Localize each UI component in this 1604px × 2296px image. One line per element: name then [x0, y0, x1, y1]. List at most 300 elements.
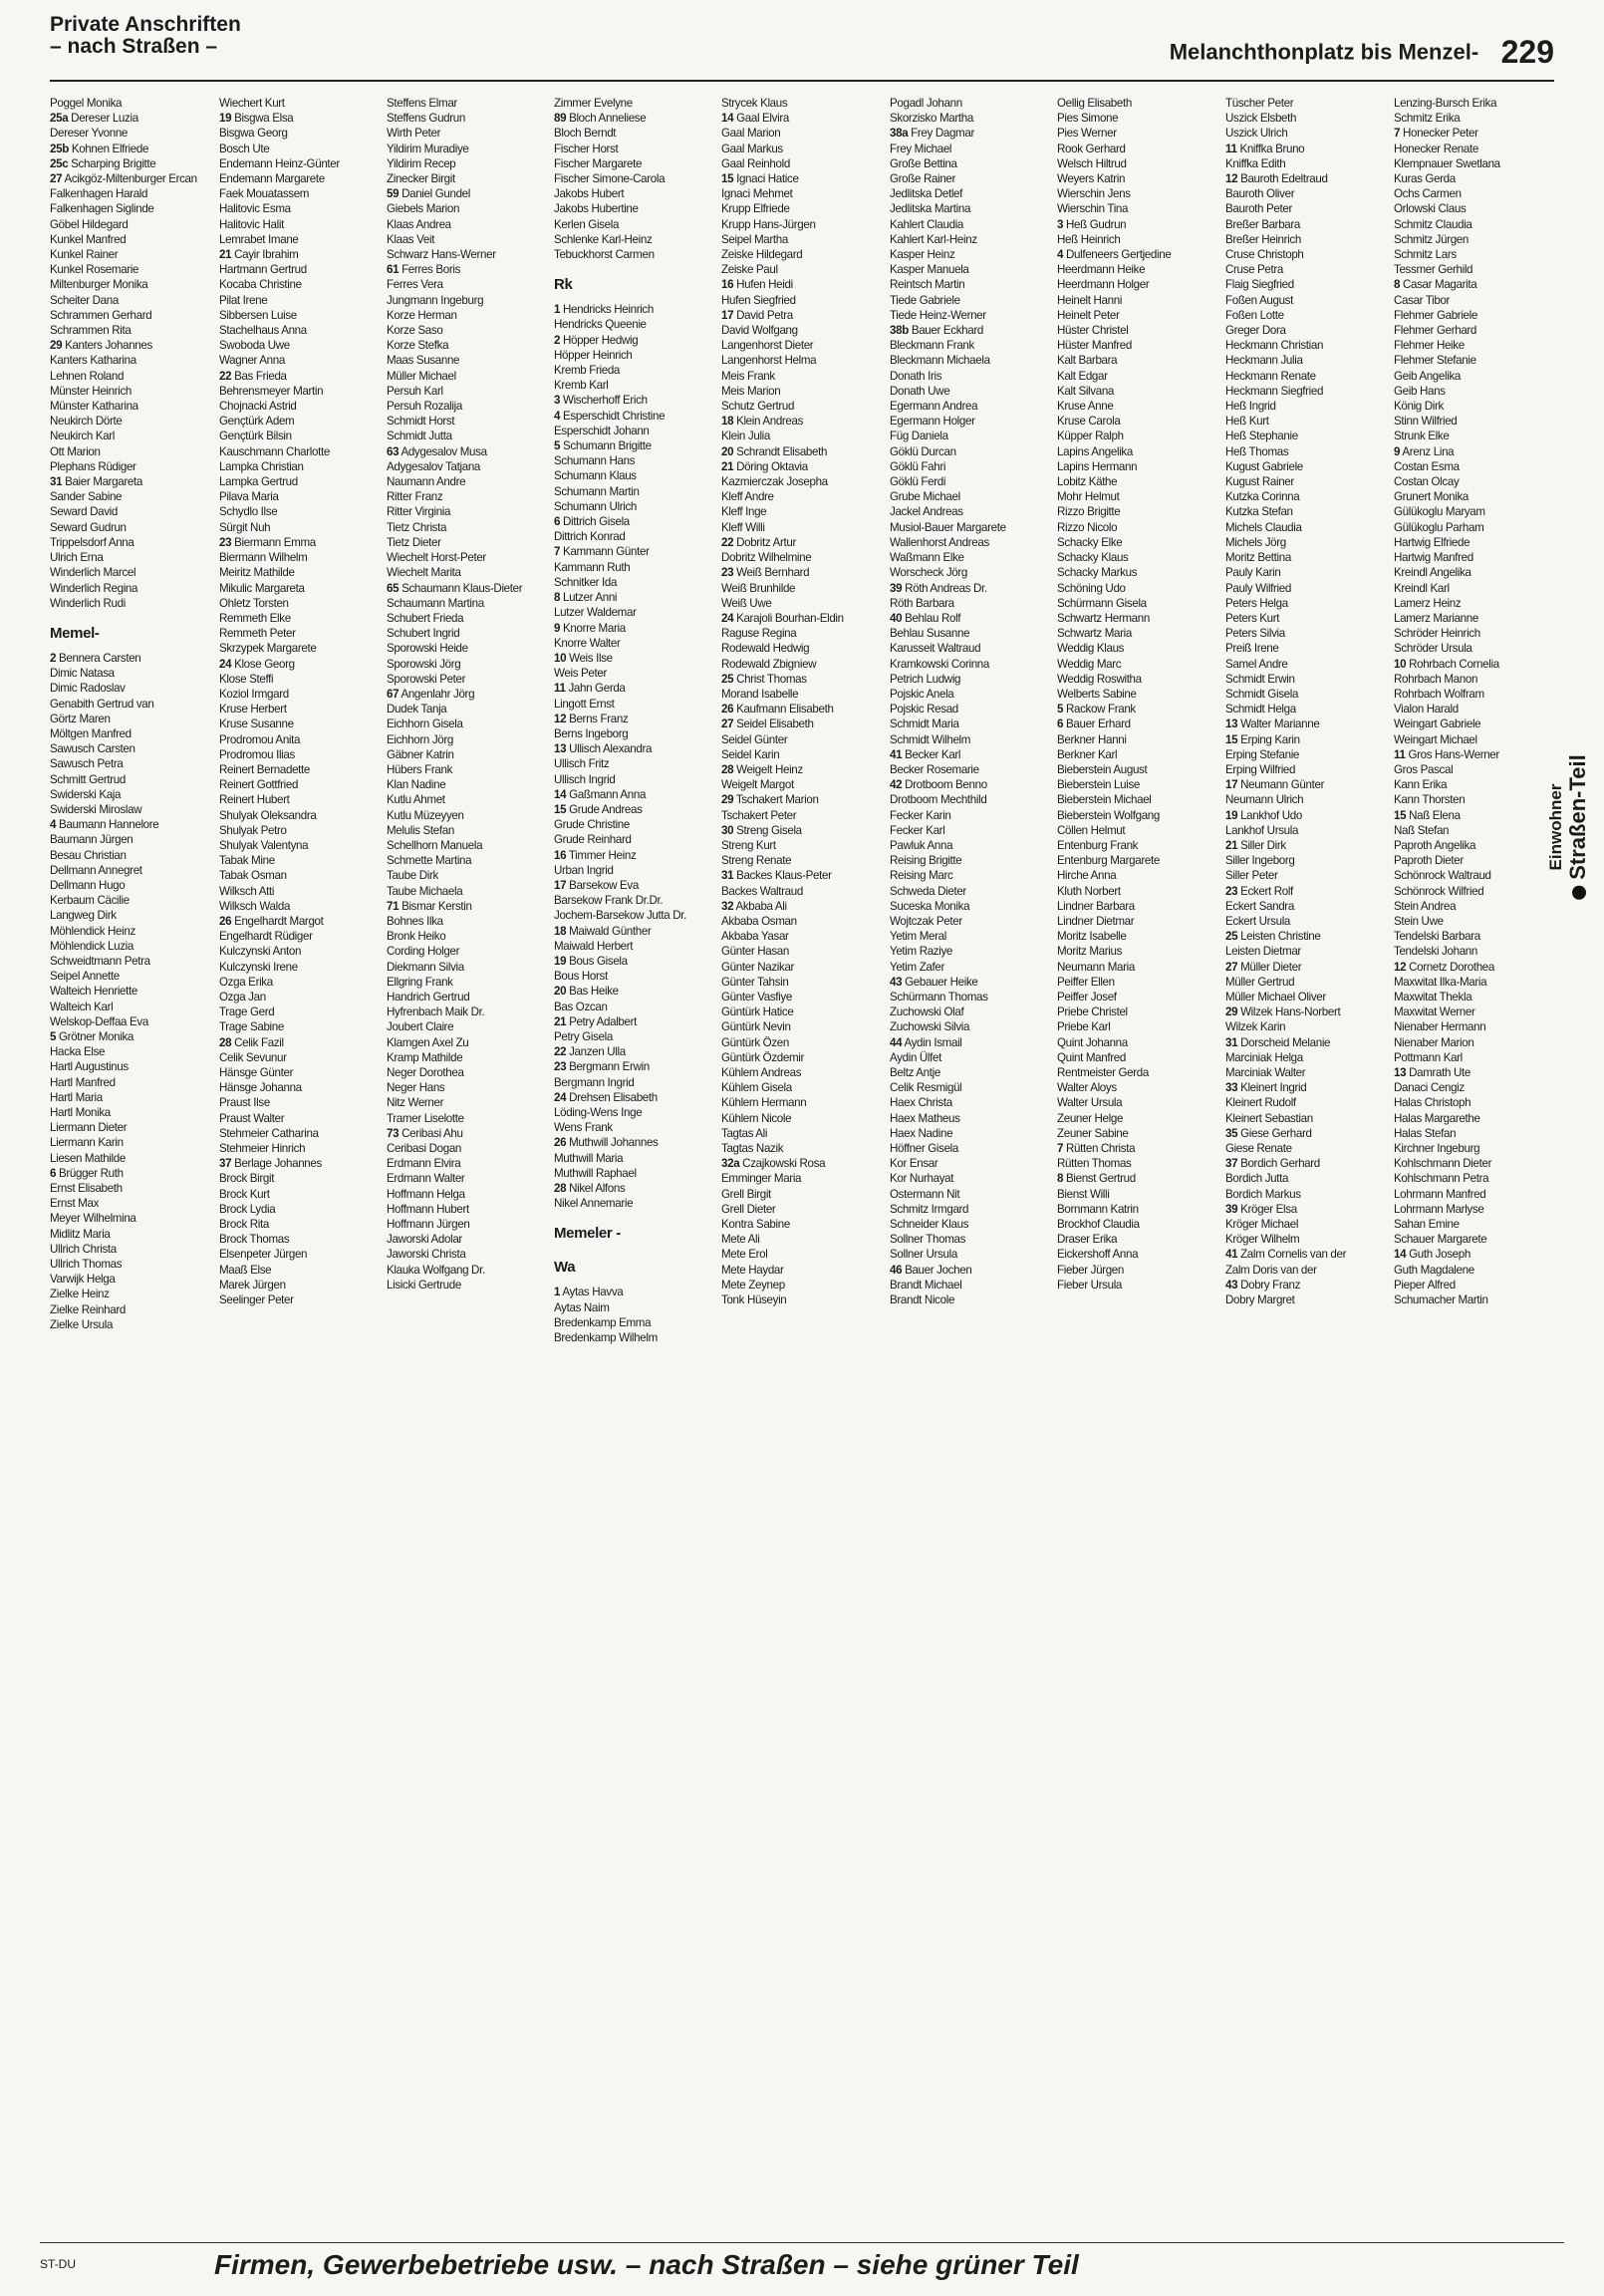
resident-name: Damrath Ute — [1409, 1066, 1470, 1079]
resident-name: Kreindl Karl — [1394, 581, 1450, 595]
resident-entry — [50, 323, 201, 338]
resident-name: Hirche Anna — [1057, 869, 1117, 883]
resident-entry — [1225, 293, 1377, 308]
resident-name: Esperschidt Johann — [554, 424, 650, 437]
resident-name: Streng Gisela — [736, 823, 802, 837]
resident-name: Streng Kurt — [721, 838, 776, 852]
resident-entry — [219, 868, 371, 883]
resident-name: Faek Mouatassem — [219, 187, 310, 201]
section-title-line2: – nach Straßen – — [50, 35, 218, 58]
resident-name: Lohrmann Marlyse — [1394, 1202, 1484, 1216]
resident-name: Grell Dieter — [721, 1202, 776, 1216]
resident-name: Rizzo Brigitte — [1057, 505, 1121, 519]
resident-entry — [387, 687, 538, 702]
resident-entry — [1057, 1278, 1208, 1292]
resident-name: Reinert Hubert — [219, 793, 290, 807]
resident-entry — [387, 1232, 538, 1247]
resident-name: Hendricks Heinrich — [562, 303, 654, 317]
resident-entry — [721, 1019, 873, 1034]
resident-name: Flehmer Gabriele — [1394, 308, 1477, 322]
resident-entry — [1394, 1263, 1545, 1278]
resident-entry — [219, 217, 371, 232]
resident-entry — [1057, 960, 1208, 975]
resident-name: Heinelt Hanni — [1057, 293, 1123, 307]
resident-entry — [1394, 429, 1545, 443]
resident-entry — [387, 960, 538, 975]
resident-entry — [387, 838, 538, 853]
resident-entry — [1225, 353, 1377, 368]
resident-name: Becker Rosemarie — [890, 762, 979, 776]
resident-entry — [721, 520, 873, 535]
resident-name: Schmitz Erika — [1394, 112, 1461, 126]
resident-name: Gaal Reinhold — [721, 156, 790, 170]
resident-entry — [890, 641, 1041, 656]
resident-name: Rodewald Zbigniew — [721, 657, 817, 671]
resident-name: Bleckmann Michaela — [890, 354, 990, 368]
resident-name: Mete Erol — [721, 1248, 768, 1262]
resident-entry — [219, 1126, 371, 1141]
resident-entry — [1057, 1065, 1208, 1080]
resident-name: Kalt Barbara — [1057, 354, 1118, 368]
resident-entry — [1394, 111, 1545, 126]
resident-entry — [387, 1035, 538, 1050]
house-number: 14 — [1394, 1248, 1407, 1262]
resident-entry — [721, 565, 873, 580]
resident-name: Dittrich Gisela — [562, 515, 630, 529]
resident-entry — [387, 672, 538, 687]
resident-entry — [219, 1004, 371, 1019]
resident-entry — [1225, 414, 1377, 429]
resident-entry — [890, 702, 1041, 717]
resident-entry — [50, 535, 201, 550]
resident-entry — [387, 853, 538, 868]
resident-name: Kunkel Rainer — [50, 248, 119, 262]
resident-entry — [387, 1171, 538, 1186]
resident-entry — [50, 697, 201, 712]
resident-name: Grell Birgit — [721, 1187, 771, 1201]
resident-name: Cayir Ibrahim — [234, 248, 299, 262]
resident-entry — [554, 438, 705, 453]
resident-name: Jackel Andreas — [890, 505, 963, 519]
resident-name: Bordich Markus — [1225, 1187, 1301, 1201]
resident-name: Haex Nadine — [890, 1126, 953, 1140]
resident-name: Geib Angelika — [1394, 369, 1461, 383]
resident-name: Leisten Christine — [1240, 930, 1321, 944]
resident-name: Winderlich Marcel — [50, 566, 136, 580]
house-number: 28 — [721, 762, 734, 776]
house-number: 4 — [554, 409, 561, 423]
resident-name: Petry Adalbert — [569, 1014, 638, 1028]
resident-name: Kohlschmann Dieter — [1394, 1157, 1492, 1171]
resident-name: Pojskic Anela — [890, 687, 954, 701]
resident-entry — [50, 939, 201, 954]
house-number: 20 — [721, 444, 734, 458]
resident-name: Zielke Ursula — [50, 1317, 114, 1331]
resident-entry — [219, 823, 371, 838]
resident-name: Erdmann Elvira — [387, 1157, 461, 1171]
resident-name: Esperschidt Christine — [562, 409, 666, 423]
resident-name: Marciniak Helga — [1225, 1050, 1303, 1064]
resident-name: Lutzer Waldemar — [554, 606, 637, 620]
resident-name: Berkner Karl — [1057, 747, 1118, 761]
resident-name: Knorre Walter — [554, 636, 621, 650]
resident-name: Mete Zeynep — [721, 1278, 785, 1292]
resident-entry — [219, 611, 371, 626]
resident-entry — [1394, 960, 1545, 975]
resident-name: Maxwitat Werner — [1394, 1005, 1475, 1019]
resident-name: Schumann Hans — [554, 454, 636, 468]
resident-name: Dobritz Artur — [736, 535, 796, 549]
resident-entry — [219, 1247, 371, 1262]
resident-entry — [219, 429, 371, 443]
resident-name: Bloch Berndt — [554, 127, 617, 141]
house-number: 33 — [1225, 1081, 1238, 1095]
resident-entry — [1394, 747, 1545, 762]
house-number: 7 — [1057, 1142, 1064, 1156]
resident-entry — [50, 429, 201, 443]
resident-entry — [1225, 444, 1377, 459]
house-number: 19 — [219, 112, 232, 126]
resident-entry — [1394, 626, 1545, 641]
resident-entry — [721, 1080, 873, 1095]
resident-entry — [50, 741, 201, 756]
resident-name: Wiechert Kurt — [219, 97, 285, 110]
resident-name: Schumann Klaus — [554, 469, 637, 483]
resident-entry — [1057, 611, 1208, 626]
resident-entry — [219, 474, 371, 489]
resident-entry — [554, 217, 705, 232]
resident-name: Quint Johanna — [1057, 1035, 1128, 1049]
resident-name: Güntürk Özen — [721, 1035, 789, 1049]
resident-name: Kutlu Ahmet — [387, 793, 445, 807]
resident-entry — [721, 1292, 873, 1307]
street-heading: Memeler - — [554, 1225, 621, 1243]
house-number: 41 — [1225, 1248, 1238, 1262]
resident-entry — [721, 626, 873, 641]
resident-name: Mohr Helmut — [1057, 490, 1120, 504]
resident-entry — [50, 369, 201, 384]
resident-name: Bauer Jochen — [905, 1263, 972, 1277]
resident-name: Peiffer Ellen — [1057, 975, 1115, 989]
resident-name: Kann Thorsten — [1394, 793, 1466, 807]
resident-name: Karusseit Waltraud — [890, 642, 981, 656]
resident-entry — [50, 681, 201, 696]
resident-entry — [890, 171, 1041, 186]
resident-name: Mete Ali — [721, 1233, 760, 1247]
resident-entry — [1225, 429, 1377, 443]
resident-entry — [1057, 308, 1208, 323]
resident-name: Kasper Heinz — [890, 248, 955, 262]
resident-name: Yetim Meral — [890, 930, 946, 944]
resident-entry — [219, 581, 371, 596]
resident-entry — [890, 186, 1041, 201]
house-number: 20 — [554, 985, 567, 999]
house-number: 23 — [1225, 884, 1238, 898]
resident-entry — [890, 232, 1041, 247]
resident-entry — [387, 489, 538, 504]
resident-name: Bisgwa Georg — [219, 127, 288, 141]
resident-entry — [1057, 156, 1208, 171]
resident-name: Pies Simone — [1057, 112, 1119, 126]
resident-entry — [50, 832, 201, 847]
resident-name: Tonk Hüseyin — [721, 1293, 787, 1307]
resident-entry — [1225, 1035, 1377, 1050]
house-number: 14 — [721, 112, 734, 126]
resident-name: Göklü Fahri — [890, 459, 946, 473]
resident-entry — [1057, 1019, 1208, 1034]
resident-entry — [1225, 1232, 1377, 1247]
resident-entry — [1394, 353, 1545, 368]
resident-name: Jedlitska Detlef — [890, 187, 963, 201]
resident-entry — [721, 747, 873, 762]
page-header — [50, 14, 1554, 76]
resident-entry — [721, 792, 873, 807]
resident-entry — [1057, 293, 1208, 308]
resident-name: Bleckmann Frank — [890, 339, 974, 353]
resident-entry — [1394, 550, 1545, 565]
resident-name: Wischerhoff Erich — [562, 394, 648, 408]
resident-name: Swiderski Kaja — [50, 787, 122, 801]
column-2 — [219, 96, 371, 2238]
resident-entry — [219, 717, 371, 731]
resident-name: Siller Dirk — [1240, 838, 1286, 852]
resident-entry — [554, 817, 705, 832]
resident-entry — [721, 1156, 873, 1171]
house-number: 31 — [50, 475, 63, 489]
resident-entry — [890, 142, 1041, 156]
house-number: 18 — [554, 924, 567, 938]
resident-name: Aytas Havva — [562, 1286, 624, 1299]
resident-entry — [50, 201, 201, 216]
resident-entry — [890, 111, 1041, 126]
resident-entry — [721, 1035, 873, 1050]
resident-entry — [50, 1059, 201, 1074]
resident-name: Tendelski Johann — [1394, 945, 1477, 959]
resident-entry — [721, 914, 873, 929]
resident-entry — [219, 626, 371, 641]
resident-entry — [1225, 277, 1377, 292]
house-number: 13 — [1225, 718, 1238, 731]
resident-entry — [721, 474, 873, 489]
resident-name: Schwartz Maria — [1057, 627, 1132, 641]
resident-entry — [387, 1111, 538, 1126]
resident-name: Peiffer Josef — [1057, 990, 1117, 1004]
resident-entry — [1057, 657, 1208, 672]
resident-entry — [50, 414, 201, 429]
resident-entry — [1394, 838, 1545, 853]
resident-name: Weddig Roswitha — [1057, 672, 1142, 686]
resident-entry — [554, 741, 705, 756]
resident-entry — [219, 201, 371, 216]
resident-name: Ceribasi Ahu — [401, 1126, 463, 1140]
resident-name: Knorre Maria — [562, 621, 626, 635]
resident-name: Kremb Frieda — [554, 364, 621, 378]
resident-name: Korze Stefka — [387, 339, 449, 353]
resident-entry — [721, 338, 873, 353]
resident-name: Bloch Anneliese — [569, 112, 647, 126]
resident-name: Moritz Bettina — [1225, 551, 1291, 565]
resident-entry — [219, 884, 371, 899]
directory-columns — [50, 96, 1554, 2238]
resident-name: Hyfrenbach Maik Dr. — [387, 1005, 485, 1019]
resident-name: Sawusch Petra — [50, 757, 124, 771]
resident-name: Naß Elena — [1409, 808, 1461, 822]
resident-name: Steffens Gudrun — [387, 112, 465, 126]
resident-name: Moritz Isabelle — [1057, 930, 1127, 944]
resident-name: Aytas Naim — [554, 1300, 610, 1314]
resident-name: Koziol Irmgard — [219, 687, 289, 701]
resident-entry — [721, 717, 873, 731]
resident-entry — [890, 1263, 1041, 1278]
resident-name: Egermann Holger — [890, 415, 975, 429]
resident-name: Walter Ursula — [1057, 1096, 1123, 1110]
resident-entry — [554, 712, 705, 726]
resident-entry — [890, 868, 1041, 883]
resident-entry — [1394, 990, 1545, 1004]
resident-name: Kröger Elsa — [1240, 1202, 1297, 1216]
house-number: 6 — [554, 515, 561, 529]
resident-entry — [554, 499, 705, 514]
resident-entry — [387, 975, 538, 990]
resident-name: Miltenburger Monika — [50, 278, 148, 292]
resident-name: Endemann Heinz-Günter — [219, 156, 340, 170]
resident-name: Hendricks Queenie — [554, 318, 647, 332]
resident-name: Röth Andreas Dr. — [905, 581, 987, 595]
resident-name: Honecker Renate — [1394, 142, 1478, 155]
resident-entry — [554, 1105, 705, 1120]
resident-name: Kunkel Manfred — [50, 232, 127, 246]
resident-name: Nienaber Marion — [1394, 1035, 1474, 1049]
resident-entry — [387, 792, 538, 807]
resident-name: Lemrabet Imane — [219, 232, 299, 246]
resident-entry — [1225, 808, 1377, 823]
resident-name: Petrich Ludwig — [890, 672, 961, 686]
resident-entry — [219, 1292, 371, 1307]
resident-entry — [1225, 1004, 1377, 1019]
resident-entry — [219, 520, 371, 535]
resident-entry — [387, 353, 538, 368]
resident-entry — [1057, 323, 1208, 338]
resident-entry — [50, 1044, 201, 1059]
resident-entry — [219, 975, 371, 990]
resident-entry — [219, 171, 371, 186]
resident-entry — [721, 111, 873, 126]
resident-name: Heß Stephanie — [1225, 430, 1298, 443]
resident-name: Celik Resmigül — [890, 1081, 962, 1095]
resident-name: Hoffmann Helga — [387, 1187, 465, 1201]
resident-name: Swoboda Uwe — [219, 339, 290, 353]
resident-entry — [1394, 1065, 1545, 1080]
resident-entry — [554, 424, 705, 438]
resident-entry — [890, 1111, 1041, 1126]
resident-entry — [890, 838, 1041, 853]
resident-entry — [1394, 384, 1545, 399]
house-number: 13 — [554, 742, 567, 756]
resident-entry — [554, 468, 705, 483]
resident-name: Weiß Bernhard — [736, 566, 810, 580]
house-number: 27 — [1225, 960, 1238, 974]
resident-entry — [721, 262, 873, 277]
resident-name: Ostermann Nit — [890, 1187, 960, 1201]
resident-entry — [1225, 1095, 1377, 1110]
resident-name: Kazmierczak Josepha — [721, 475, 828, 489]
resident-name: Kleff Inge — [721, 505, 767, 519]
resident-entry — [1057, 1263, 1208, 1278]
side-tab — [1544, 698, 1592, 957]
resident-name: Trage Sabine — [219, 1020, 284, 1034]
resident-entry — [890, 489, 1041, 504]
resident-entry — [554, 96, 705, 111]
resident-entry — [387, 142, 538, 156]
house-number: 29 — [1225, 1005, 1238, 1019]
resident-name: Hänsge Johanna — [219, 1081, 302, 1095]
resident-entry — [219, 657, 371, 672]
resident-entry — [50, 520, 201, 535]
resident-name: Lobitz Käthe — [1057, 475, 1118, 489]
resident-name: Handrich Gertrud — [387, 990, 470, 1004]
resident-name: Heinelt Peter — [1057, 308, 1120, 322]
resident-entry — [219, 732, 371, 747]
resident-name: Döring Oktavia — [736, 459, 808, 473]
resident-name: Sollner Ursula — [890, 1248, 957, 1262]
resident-name: Pauly Wilfried — [1225, 581, 1291, 595]
resident-name: Bohnes Ilka — [387, 914, 443, 928]
resident-name: Seipel Annette — [50, 970, 120, 984]
resident-entry — [1225, 792, 1377, 807]
resident-name: Schneider Klaus — [890, 1218, 969, 1232]
resident-name: Scharping Brigitte — [71, 156, 156, 170]
resident-name: Bas Ozcan — [554, 1000, 608, 1013]
house-number: 31 — [1225, 1035, 1238, 1049]
resident-entry — [50, 262, 201, 277]
house-number: 59 — [387, 187, 400, 201]
resident-name: Schmidt Gisela — [1225, 687, 1299, 701]
resident-name: Gros Hans-Werner — [1408, 747, 1499, 761]
house-number: 9 — [1394, 444, 1401, 458]
resident-name: Kruse Anne — [1057, 400, 1114, 414]
resident-entry — [554, 651, 705, 666]
resident-name: Pilava Maria — [219, 490, 279, 504]
resident-name: Halas Christoph — [1394, 1096, 1471, 1110]
resident-entry — [387, 247, 538, 262]
resident-entry — [1394, 171, 1545, 186]
resident-name: Kor Ensar — [890, 1157, 938, 1171]
resident-name: Schacky Elke — [1057, 535, 1123, 549]
resident-entry — [1057, 929, 1208, 944]
resident-name: Flehmer Gerhard — [1394, 324, 1477, 338]
resident-entry — [1057, 1156, 1208, 1171]
resident-entry — [1225, 1050, 1377, 1065]
resident-entry — [50, 954, 201, 969]
house-number: 10 — [1394, 657, 1407, 671]
resident-name: Bisgwa Elsa — [234, 112, 294, 126]
resident-name: Pogadl Johann — [890, 97, 962, 110]
resident-name: Lampka Gertrud — [219, 475, 298, 489]
resident-name: Höffner Gisela — [890, 1142, 958, 1156]
resident-entry — [1394, 1050, 1545, 1065]
resident-name: Arenz Lina — [1402, 444, 1455, 458]
resident-entry — [890, 884, 1041, 899]
resident-name: Giese Gerhard — [1240, 1126, 1312, 1140]
house-number: 22 — [554, 1045, 567, 1059]
resident-entry — [1394, 1141, 1545, 1156]
resident-entry — [219, 565, 371, 580]
resident-entry — [721, 975, 873, 990]
resident-name: Brandt Michael — [890, 1278, 962, 1292]
resident-entry — [1057, 262, 1208, 277]
resident-name: Baumann Jürgen — [50, 833, 134, 847]
resident-entry — [1394, 657, 1545, 672]
